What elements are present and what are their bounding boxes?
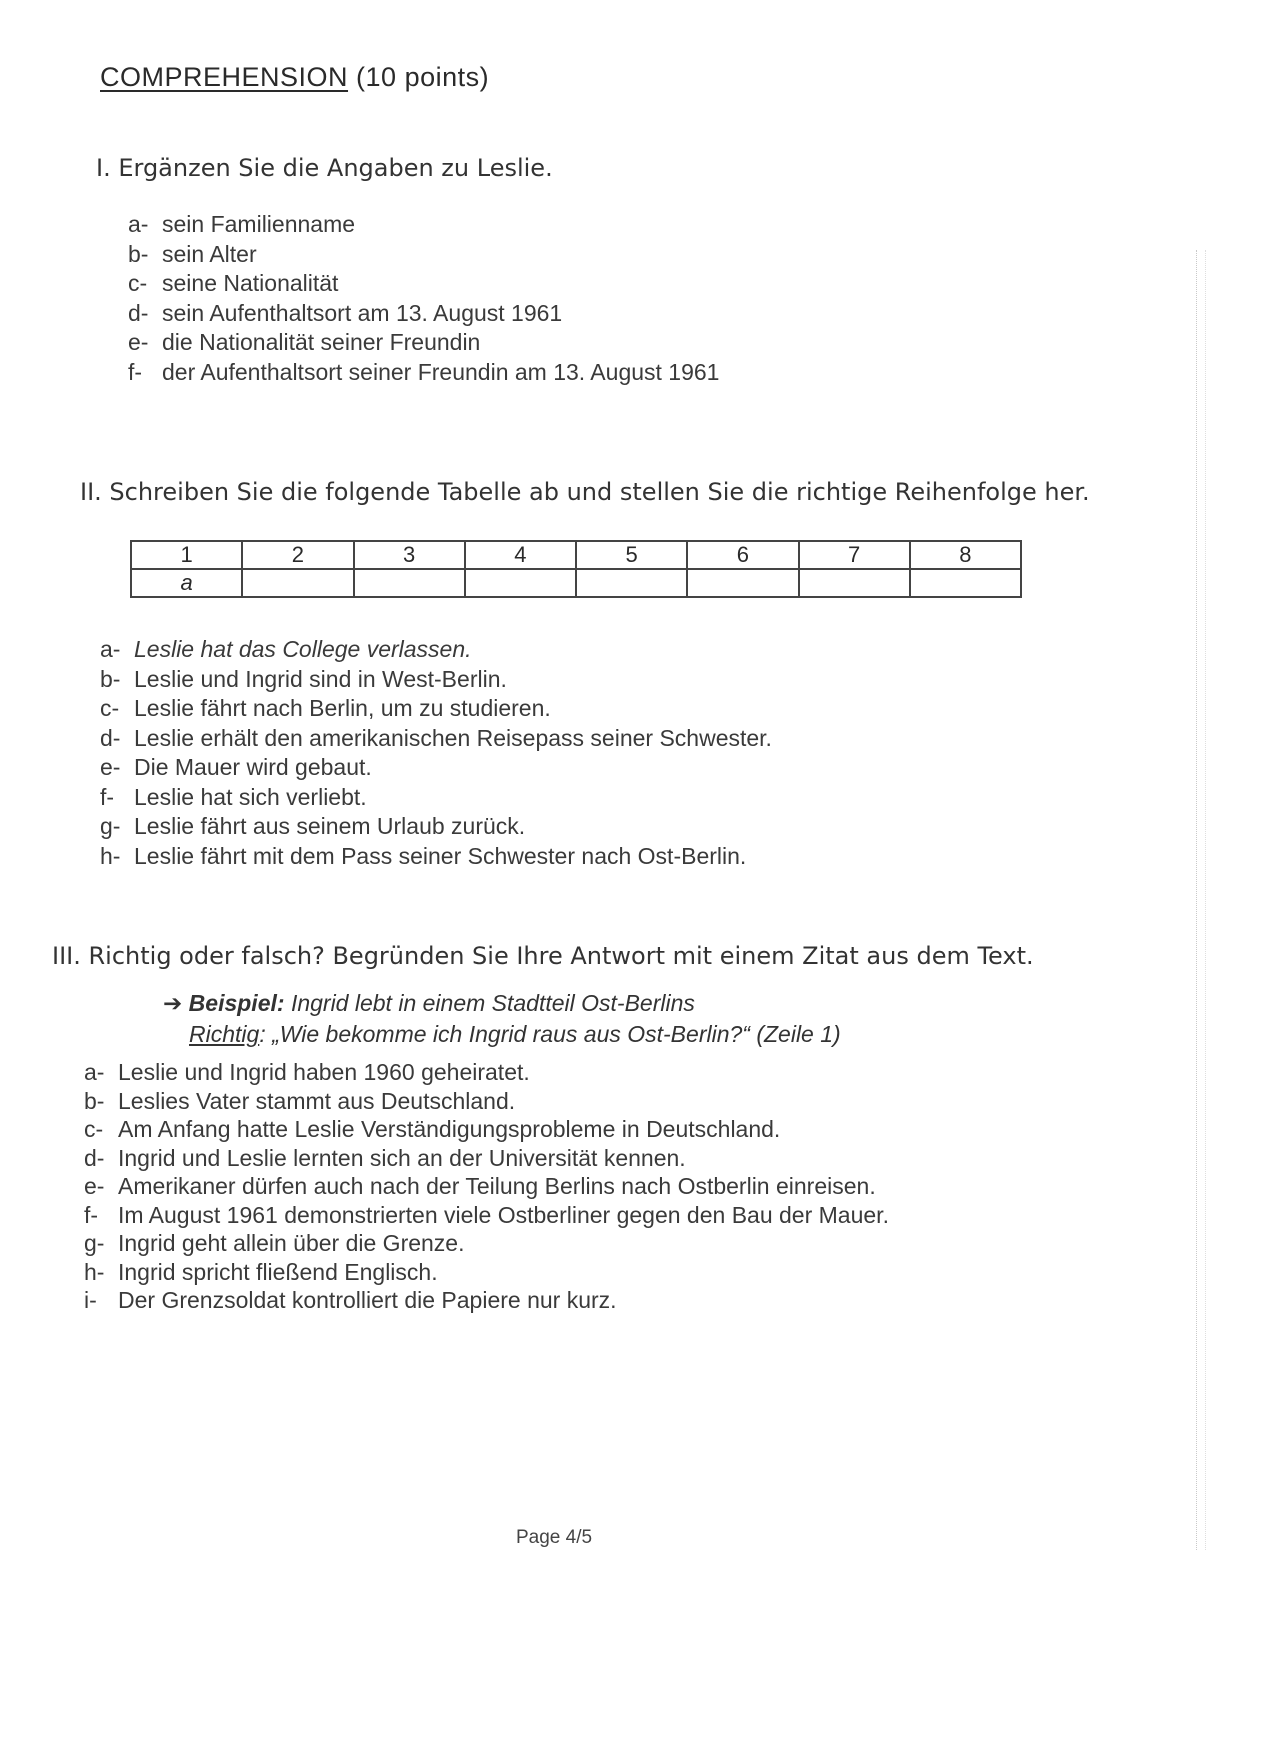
list-item: e- die Nationalität seiner Freundin [128,329,481,355]
list-item: a- Leslie und Ingrid haben 1960 geheiratet. [84,1059,530,1085]
table-cell [465,569,576,597]
section-3-title: III. Richtig oder falsch? Begründen Sie Ihre Antwort mit einem Zitat aus dem Text. [52,942,1034,970]
list-item: c- Am Anfang hatte Leslie Verständigungsprobleme in Deutschland. [84,1116,781,1142]
table-cell [242,569,353,597]
example-answer-text: : „Wie bekomme ich Ingrid raus aus Ost-Berlin?“ (Zeile 1) [259,1021,841,1047]
table-cell [687,569,798,597]
list-item: g- Leslie fährt aus seinem Urlaub zurück. [100,813,526,839]
table-cell [354,569,465,597]
list-item: f- der Aufenthaltsort seiner Freundin am 13. August 1961 [128,358,720,385]
order-table [130,540,1022,598]
list-item: i- Der Grenzsoldat kontrolliert die Papiere nur kurz. [84,1287,617,1313]
table-cell: 3 [354,541,465,569]
list-item: h- Ingrid spricht fließend Englisch. [84,1258,438,1285]
table-cell: 8 [910,541,1021,569]
arrow-right-icon: ➔ [163,991,183,1017]
list-item: a- sein Familienname [128,211,356,237]
list-item: a- Leslie hat das College verlassen. [100,636,472,662]
example-answer-row [189,1021,841,1048]
list-item: e- Die Mauer wird gebaut. [100,754,372,780]
table-row-numbers [131,541,1021,569]
list-item: b- Leslies Vater stammt aus Deutschland. [84,1087,516,1114]
section-1-list [128,210,719,387]
example-block [163,990,841,1048]
table-cell [576,569,687,597]
page-number: Page 4/5 [516,1527,593,1548]
section-3-list [84,1058,889,1315]
table-cell: 2 [242,541,353,569]
list-item: f- Leslie hat sich verliebt. [100,783,367,810]
table-row-answers [131,569,1021,597]
page-header [100,62,489,93]
list-item: c- Leslie fährt nach Berlin, um zu studieren. [100,695,551,721]
table-cell: 4 [465,541,576,569]
table-cell: 6 [687,541,798,569]
list-item: h- Leslie fährt mit dem Pass seiner Schwester nach Ost-Berlin. [100,842,747,869]
list-item: d- Leslie erhält den amerikanischen Reisepass seiner Schwester. [100,724,772,751]
list-item: d- Ingrid und Leslie lernten sich an der Universität kennen. [84,1144,686,1171]
example-answer-label: Richtig [189,1021,260,1047]
example-statement: Ingrid lebt in einem Stadtteil Ost-Berlins [290,990,695,1016]
table-cell: a [131,569,242,597]
example-label: Beispiel: [188,990,285,1016]
example-row [163,990,841,1017]
header-title: COMPREHENSION [100,62,349,92]
scan-edge-artifact [1196,250,1206,1550]
table-cell: 1 [131,541,242,569]
list-item: f- Im August 1961 demonstrierten viele Ostberliner gegen den Bau der Mauer. [84,1201,889,1228]
section-2-title: II. Schreiben Sie die folgende Tabelle ab und stellen Sie die richtige Reihenfolge her. [80,478,1090,506]
list-item: d- sein Aufenthaltsort am 13. August 1961 [128,299,563,326]
table-cell: 5 [576,541,687,569]
list-item: g- Ingrid geht allein über die Grenze. [84,1230,465,1256]
section-2-list [100,635,772,871]
section-1-title: I. Ergänzen Sie die Angaben zu Leslie. [96,154,553,182]
header-points: (10 points) [356,62,490,92]
table-cell: 7 [799,541,910,569]
list-item: b- Leslie und Ingrid sind in West-Berlin. [100,665,507,692]
table-cell [910,569,1021,597]
table-cell [799,569,910,597]
list-item: c- seine Nationalität [128,270,339,296]
list-item: e- Amerikaner dürfen auch nach der Teilung Berlins nach Ostberlin einreisen. [84,1173,876,1199]
list-item: b- sein Alter [128,240,257,267]
